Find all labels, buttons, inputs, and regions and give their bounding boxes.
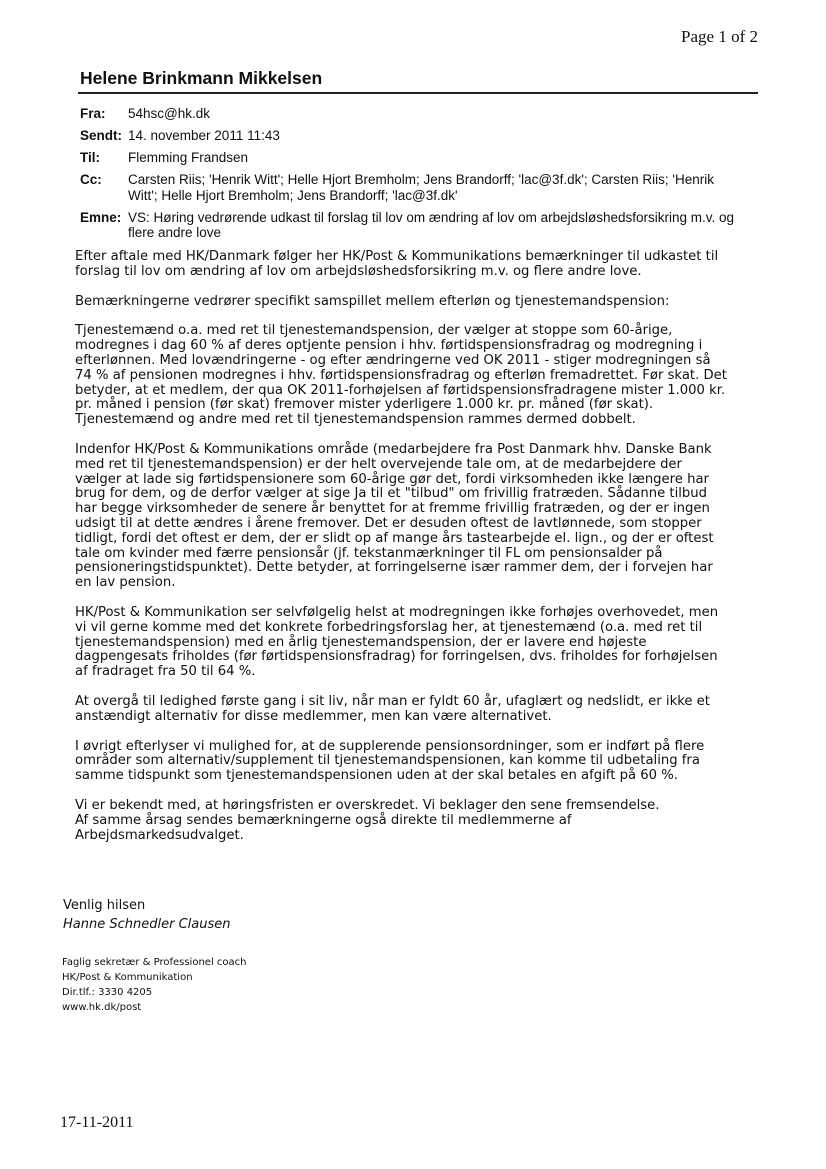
body-paragraph-deadline [75,799,730,843]
signature-website: www.hk.dk/post [62,1002,142,1013]
cc-label: Cc: [80,172,102,187]
closing-greeting: Venlig hilsen [63,898,146,913]
from-label: Fra: [80,106,106,121]
from-row [80,106,740,122]
body-paragraph-scope: Bemærkningerne vedrører specifikt samspillet mellem efterløn og tjenestemandspension: [75,293,670,309]
signature-title: Faglig sekretær & Professionel coach [62,957,247,968]
cc-value: Carsten Riis; 'Henrik Witt'; Helle Hjort Bremholm; Jens Brandorff; 'lac@3f.dk'; Carsten Riis; 'Henrik Witt'; Helle Hjort Bremholm; Jens Brandorff; 'lac@3f.dk' [128,172,715,203]
email-header [80,106,740,247]
cc-row [80,172,740,203]
sent-row [80,128,740,144]
subject-label: Emne: [80,209,122,225]
body-paragraph-unemployment: At overgå til ledighed første gang i sit liv, når man er fyldt 60 år, ufaglært og nedslidt, er ikke et anstændigt alternativ for disse medlemmer, men kan være alternativet. [75,693,710,724]
committee-sentence: Af samme årsag sendes bemærkningerne også direkte til medlemmerne af Arbejdsmarkedsudvalget. [75,812,572,843]
body-paragraph-proposal: HK/Post & Kommunikation ser selvfølgelig helst at modregningen ikke forhøjes overhovedet, men vi vil gerne komme med det konkrete forbedringsforslag her, at tjenestemænd (o.a. med ret til tjenestemandspension) med en årlig tjenestemandspension, der er lavere end højeste dagpengesats friholdes (før førtidspensionsfradrag) for forringelsen, dvs. friholdes for forhøjelsen af fradraget fra 50 til 64 %. [75,604,719,680]
sent-label: Sendt: [80,128,122,143]
page-number: Page 1 of 2 [681,27,758,46]
email-body [75,250,730,843]
to-row [80,150,740,166]
subject-value: VS: Høring vedrørende udkast til forslag til lov om ændring af lov om arbejdsløshedsforsikring m.v. og flere andre love [128,209,734,240]
mailbox-owner-name: Helene Brinkmann Mikkelsen [80,68,323,88]
closing [63,898,230,932]
deadline-sentence: Vi er bekendt med, at høringsfristen er overskredet. Vi beklager den sene fremsendelse. [75,797,660,813]
sent-value: 14. november 2011 11:43 [128,128,280,143]
to-value: Flemming Frandsen [128,150,249,165]
body-paragraph-offsetting: Tjenestemænd o.a. med ret til tjenestemandspension, der vælger at stoppe som 60-årige, modregnes i dag 60 % af deres optjente pension i hhv. førtidspensionsfradrag og modregning i efterlønnen. Med lovændringerne - og efter ændringerne ved OK 2011 - stiger modregningen så 74 % af pensionen modregnes i hhv. førtidspensionsfradrag og efterløn fremadrettet. Før skat. Det betyder, at et medlem, der qua OK 2011-forhøjelsen af førtidspensionsfradragene mister 1.000 kr. pr. måned i pension (før skat) fremover mister yderligere 1.000 kr. pr. måned (før skat). Tjenestemænd og andre med ret til tjenestemandspension rammes dermed dobbelt. [75,323,727,428]
body-paragraph-intro: Efter aftale med HK/Danmark følger her HK/Post & Kommunikations bemærkninger til udkastet til forslag til lov om ændring af lov om arbejdsløshedsforsikring m.v. og flere andre love. [75,249,719,279]
print-date: 17-11-2011 [60,1114,134,1131]
signer-name: Hanne Schnedler Clausen [63,917,231,932]
to-label: Til: [80,150,100,165]
header-divider [78,92,758,94]
body-paragraph-area: Indenfor HK/Post & Kommunikations område (medarbejdere fra Post Danmark hhv. Danske Bank med ret til tjenestemandspension) er der helt overvejende tale om, at de medarbejdere der vælger at lade sig førtidspensionere som 60-årige gør det, fordi virksomheden ikke længere har brug for dem, og de derfor vælger at sige Ja til et "tilbud" om frivillig fratræden. Sådanne tilbud har begge virksomheder de senere år benyttet for at fremme frivillig fratræden, og der er ingen udsigt til at dette ændres i årene fremover. Det er desuden oftest de lavtlønnede, som stopper tidligt, fordi det oftest er dem, der er slidt op af mange års tastearbejde el. lign., og der er oftest tale om kvinder med færre pensionsår (jf. tekstanmærkninger til FL om pensionsalder på pensioneringstidspunktet). Dette betyder, at forringelserne især rammer dem, der i forvejen har en lav pension. [75,441,714,591]
from-value: 54hsc@hk.dk [128,106,210,121]
body-paragraph-supplementary: I øvrigt efterlyser vi mulighed for, at de supplerende pensionsordninger, som er indført på flere områder som alternativ/supplement til tjenestemandspensionen, kan komme til udbetaling fra samme tidspunkt som tjenestemandspensionen uden at der skal betales en afgift på 60 %. [75,738,705,784]
signature-organization: HK/Post & Kommunikation [62,972,193,983]
subject-row [80,210,740,241]
signature-phone: Dir.tlf.: 3330 4205 [62,987,153,998]
signature-block [62,955,246,1015]
